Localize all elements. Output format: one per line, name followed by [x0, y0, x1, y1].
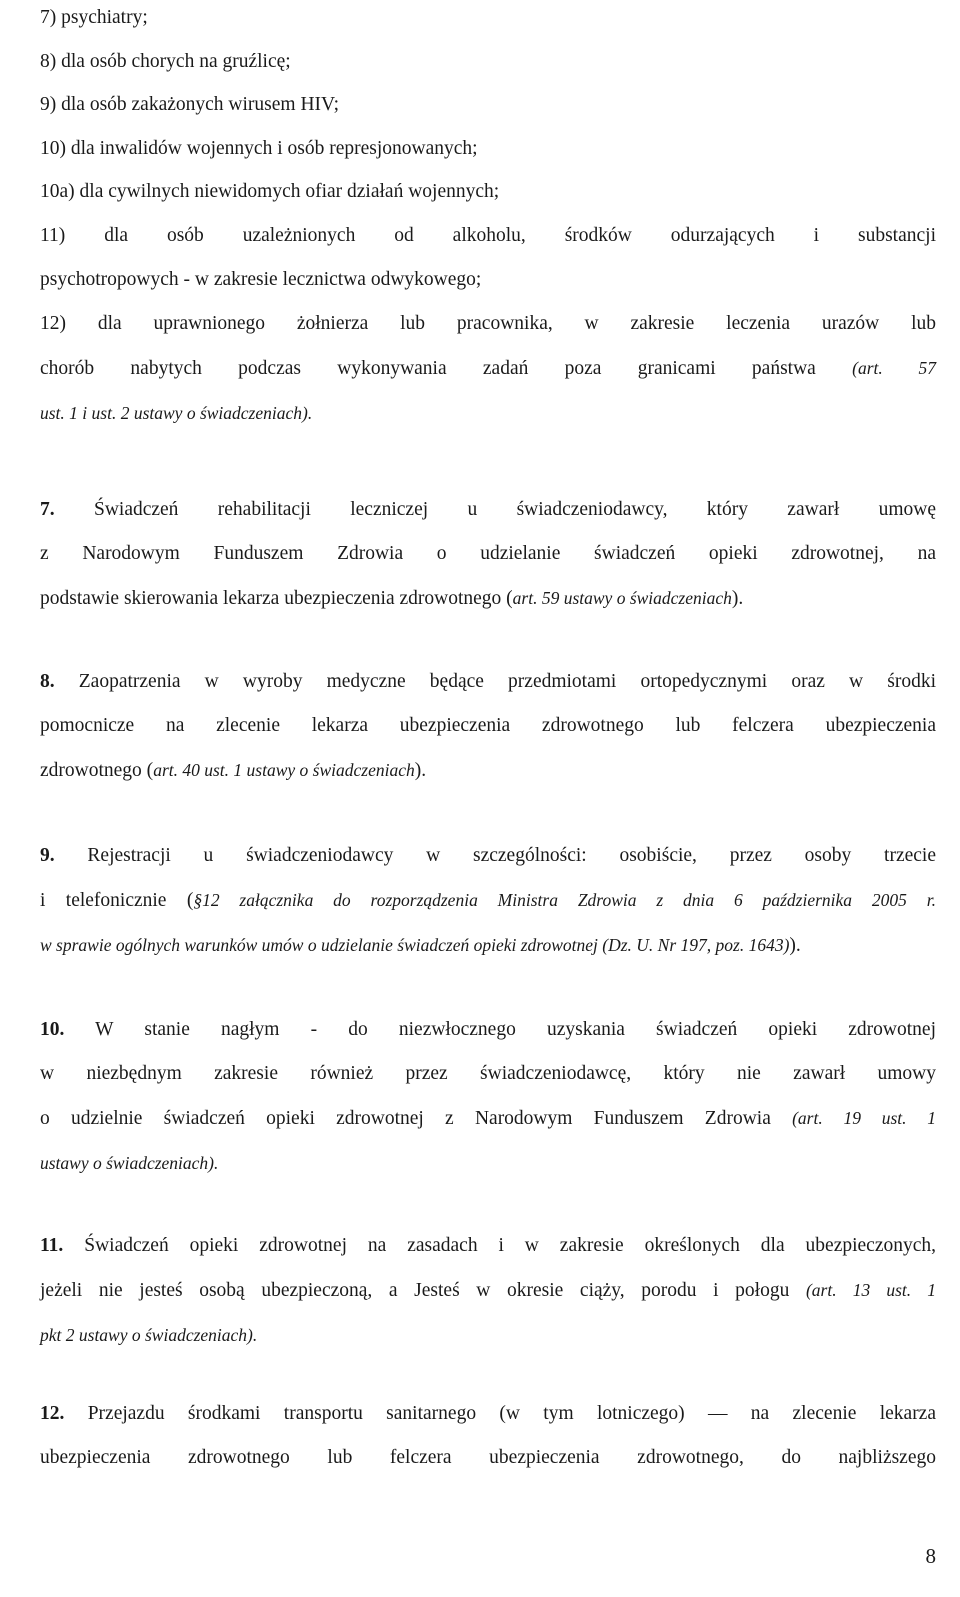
section-8: 8. Zaopatrzenia w wyroby medyczne będące przedmiotami ortopedycznymi oraz w środki pomocnicze na zlecenie lekarza ubezpieczenia zdrowotnego lub felczera ubezpieczenia zdrowotnego (art. 40 ust. 1 ustawy o świadczeniach).	[40, 671, 936, 781]
list-item-10a: 10a) dla cywilnych niewidomych ofiar działań wojennych;	[40, 181, 500, 202]
section-10: 10. W stanie nagłym - do niezwłocznego uzyskania świadczeń opieki zdrowotnej w niezbędnym zakresie również przez świadczeniodawcę, który nie zawarł umowy o udzielnie świadczeń opieki zdrowotnej z Narodowym Funduszem Zdrowia (art. 19 ust. 1 ustawy o świadczeniach).	[40, 1019, 937, 1173]
section-number: 10.	[40, 1019, 65, 1040]
list-item-10: 10) dla inwalidów wojennych i osób represjonowanych;	[40, 137, 478, 159]
section-number: 12.	[40, 1403, 65, 1424]
section-7: 7. Świadczeń rehabilitacji leczniczej u świadczeniodawcy, który zawarł umowę z Narodowym Funduszem Zdrowia o udzielanie świadczeń opieki zdrowotnej, na podstawie skierowania lekarza ubezpieczenia zdrowotnego (art. 59 ustawy o świadczeniach).	[40, 499, 937, 609]
page-number: 8	[925, 1544, 936, 1568]
section-number: 8.	[40, 671, 55, 692]
list-item-12: 12) dla uprawnionego żołnierza lub pracownika, w zakresie leczenia urazów lub chorób nabytych podczas wykonywania zadań poza granicami państwa (art. 57 ust. 1 i ust. 2 ustawy o świadczeniach).	[40, 312, 937, 423]
list-item-7: 7) psychiatry;	[40, 7, 148, 28]
list-item-8: 8) dla osób chorych na gruźlicę;	[40, 50, 291, 72]
list-item-11: 11) dla osób uzależnionych od alkoholu, środków odurzających i substancji psychotropowych - w zakresie lecznictwa odwykowego;	[40, 224, 936, 290]
section-number: 7.	[40, 499, 55, 520]
section-11: 11. Świadczeń opieki zdrowotnej na zasadach i w zakresie określonych dla ubezpieczonych, jeżeli nie jesteś osobą ubezpieczoną, a Jesteś w okresie ciąży, porodu i połogu (art. 13 ust. 1 pkt 2 ustawy o świadczeniach).	[40, 1235, 937, 1345]
section-number: 11.	[40, 1235, 64, 1256]
section-9: 9. Rejestracji u świadczeniodawcy w szczególności: osobiście, przez osoby trzecie i telefonicznie (§12 załącznika do rozporządzenia Ministra Zdrowia z dnia 6 października 2005 r. w sprawie ogólnych warunków umów o udzielanie świadczeń opieki zdrowotnej (Dz. U. Nr 197, poz. 1643)).	[40, 845, 936, 956]
section-12: 12. Przejazdu środkami transportu sanitarnego (w tym lotniczego) — na zlecenie lekarza ubezpieczenia zdrowotnego lub felczera ubezpieczenia zdrowotnego, do najbliższego	[40, 1403, 936, 1468]
list-item-9: 9) dla osób zakażonych wirusem HIV;	[40, 94, 340, 115]
section-number: 9.	[40, 845, 55, 866]
